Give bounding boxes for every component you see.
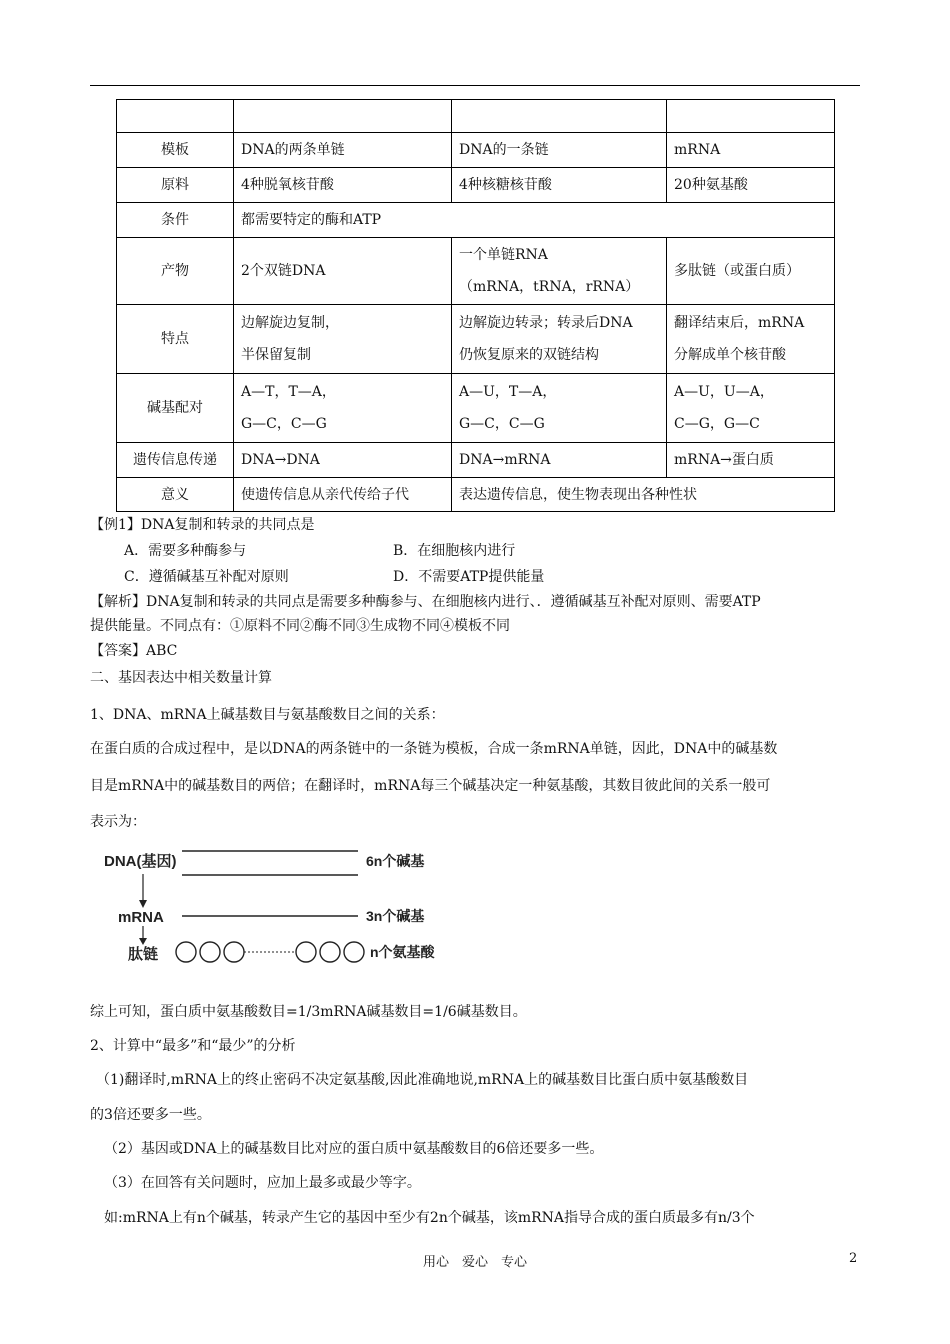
analysis-line: 【解析】DNA复制和转录的共同点是需要多种酶参与、在细胞核内进行、．遵循碱基互补配对原则、需要ATP <box>90 594 761 610</box>
mrna-label: mRNA <box>118 909 164 926</box>
table-cell <box>452 374 667 443</box>
table-row <box>117 238 835 305</box>
peptide-count: n个氨基酸 <box>370 944 435 960</box>
summary-line: 综上可知，蛋白质中氨基酸数目=1/3mRNA碱基数目=1/6碱基数目。 <box>90 1004 527 1020</box>
point-line: （2）基因或DNA上的碱基数目比对应的蛋白质中氨基酸数目的6倍还要多一些。 <box>104 1141 604 1157</box>
table-cell <box>452 238 667 305</box>
arrow-head-icon <box>139 938 147 945</box>
dna-label: DNA(基因) <box>104 853 177 870</box>
table-cell: DNA→DNA <box>234 443 452 478</box>
row-label: 意义 <box>117 478 234 512</box>
row-label: 遗传信息传递 <box>117 443 234 478</box>
cell-line: G—C，C—G <box>459 416 545 432</box>
comparison-table <box>116 99 835 512</box>
table-cell: 使遗传信息从亲代传给子代 <box>234 478 452 512</box>
dna-count: 6n个碱基 <box>366 853 425 869</box>
cell-line: A—T，T—A， <box>241 384 336 400</box>
subheading: 1、DNA、mRNA上碱基数目与氨基酸数目之间的关系： <box>90 707 445 723</box>
table-header-cell <box>234 100 452 133</box>
table-header-cell <box>667 100 835 133</box>
table-cell: 4种核糖核苷酸 <box>452 168 667 203</box>
table-header-cell <box>452 100 667 133</box>
table-cell: DNA→mRNA <box>452 443 667 478</box>
cell-line: A—U，U—A， <box>674 384 774 400</box>
cell-line: A—U，T—A， <box>459 384 557 400</box>
cell-line: （mRNA，tRNA，rRNA） <box>459 279 640 295</box>
table-cell: 20种氨基酸 <box>667 168 835 203</box>
option-c: C．遵循碱基互补配对原则 <box>124 569 289 585</box>
paragraph-line: 在蛋白质的合成过程中，是以DNA的两条链中的一条链为模板，合成一条mRNA单链，因此，DNA中的碱基数 <box>90 741 778 757</box>
table-row <box>117 478 835 512</box>
analysis-line: 提供能量。不同点有：①原料不同②酶不同③生成物不同④模板不同 <box>90 618 510 634</box>
table-cell <box>452 305 667 374</box>
table-cell <box>667 305 835 374</box>
table-cell: DNA的一条链 <box>452 133 667 168</box>
row-label: 模板 <box>117 133 234 168</box>
row-label: 产物 <box>117 238 234 305</box>
section-heading: 二、基因表达中相关数量计算 <box>90 670 272 686</box>
arrow-head-icon <box>139 900 147 908</box>
table-cell <box>234 374 452 443</box>
table-cell: mRNA <box>667 133 835 168</box>
cell-line: 边解旋边复制， <box>241 315 339 331</box>
table-row <box>117 168 835 203</box>
point-line: （3）在回答有关问题时，应加上最多或最少等字。 <box>104 1175 421 1191</box>
mrna-count: 3n个碱基 <box>366 908 425 924</box>
table-header-cell <box>117 100 234 133</box>
table-cell <box>667 374 835 443</box>
table-cell: DNA的两条单链 <box>234 133 452 168</box>
cell-line: 边解旋边转录；转录后DNA <box>459 315 633 331</box>
table-row <box>117 203 835 238</box>
table-row <box>117 443 835 478</box>
table-cell: 都需要特定的酶和ATP <box>234 203 835 238</box>
table-cell: mRNA→蛋白质 <box>667 443 835 478</box>
table-cell: 表达遗传信息，使生物表现出各种性状 <box>452 478 835 512</box>
table-row <box>117 133 835 168</box>
row-label: 原料 <box>117 168 234 203</box>
cell-line: 分解成单个核苷酸 <box>674 347 786 363</box>
table-header-row <box>117 100 835 133</box>
cell-line: 半保留复制 <box>241 347 311 363</box>
table-cell: 4种脱氧核苷酸 <box>234 168 452 203</box>
header-rule <box>90 85 860 86</box>
option-d: D．不需要ATP提供能量 <box>393 569 545 585</box>
paragraph-line: 目是mRNA中的碱基数目的两倍；在翻译时，mRNA每三个碱基决定一种氨基酸，其数目彼此间的关系一般可 <box>90 778 771 794</box>
table-cell: 2个双链DNA <box>234 238 452 305</box>
table-row <box>117 305 835 374</box>
subheading: 2、计算中“最多”和“最少”的分析 <box>90 1038 296 1054</box>
peptide-label: 肽链 <box>128 946 159 963</box>
option-a: A．需要多种酶参与 <box>124 543 247 559</box>
amino-acid-chain <box>176 942 364 962</box>
paragraph-line: 表示为： <box>90 814 146 830</box>
cell-line: 翻译结束后，mRNA <box>674 315 805 331</box>
footer-motto: 用心 爱心 专心 <box>422 1255 527 1270</box>
cell-line: 一个单链RNA <box>459 247 548 263</box>
point-line: （1)翻译时,mRNA上的终止密码不决定氨基酸,因此准确地说,mRNA上的碱基数目比蛋白质中氨基酸数目 <box>96 1072 749 1088</box>
row-label: 特点 <box>117 305 234 374</box>
row-label: 条件 <box>117 203 234 238</box>
cell-line: C—G，G—C <box>674 416 760 432</box>
option-b: B．在细胞核内进行 <box>393 543 516 559</box>
page-number: 2 <box>849 1251 858 1266</box>
table-cell <box>234 305 452 374</box>
cell-line: 仍恢复原来的双链结构 <box>459 347 599 363</box>
row-label: 碱基配对 <box>117 374 234 443</box>
table-row <box>117 374 835 443</box>
point-line: 的3倍还要多一些。 <box>90 1107 211 1123</box>
answer: 【答案】ABC <box>90 643 178 659</box>
cell-line: G—C，C—G <box>241 416 327 432</box>
table-cell: 多肽链（或蛋白质） <box>667 238 835 305</box>
example-question: 【例1】DNA复制和转录的共同点是 <box>90 517 315 533</box>
dna-mrna-peptide-diagram <box>90 838 450 970</box>
point-line: 如:mRNA上有n个碱基，转录产生它的基因中至少有2n个碱基，该mRNA指导合成的蛋白质最多有n/3个 <box>104 1210 755 1226</box>
